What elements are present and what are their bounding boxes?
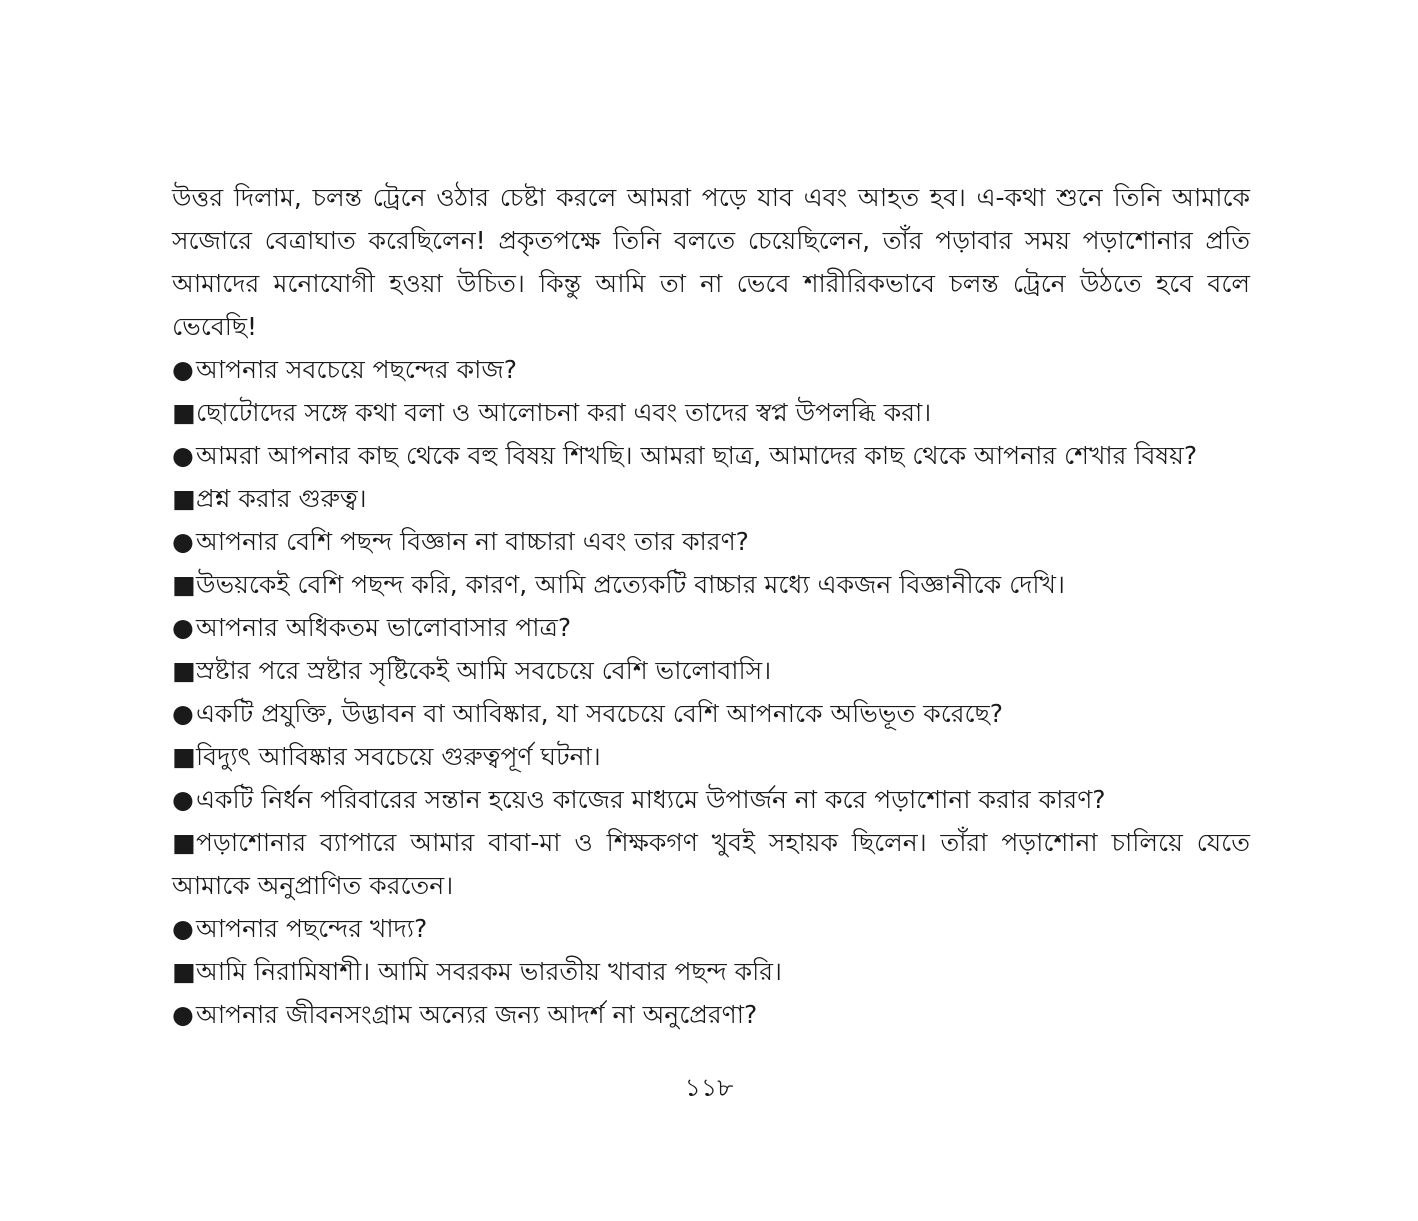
square-bullet-icon: ■ — [172, 828, 196, 857]
question-text: একটি প্রযুক্তি, উদ্ভাবন বা আবিষ্কার, যা সবচেয়ে বেশি আপনাকে অভিভূত করেছে? — [196, 699, 1004, 728]
question-item — [172, 434, 1250, 477]
question-item — [172, 692, 1250, 735]
question-text: আপনার পছন্দের খাদ্য? — [196, 914, 428, 943]
question-text: আমরা আপনার কাছ থেকে বহু বিষয় শিখছি। আমরা ছাত্র, আমাদের কাছ থেকে আপনার শেখার বিষয়? — [196, 441, 1198, 470]
question-item — [172, 993, 1250, 1036]
intro-paragraph: উত্তর দিলাম, চলন্ত ট্রেনে ওঠার চেষ্টা করলে আমরা পড়ে যাব এবং আহত হব। এ-কথা শুনে তিনি আমাকে সজোরে বেত্রাঘাত করেছিলেন! প্রকৃতপক্ষে তিনি বলতে চেয়েছিলেন, তাঁর পড়াবার সময় পড়াশোনার প্রতি আমাদের মনোযোগী হওয়া উচিত। কিন্তু আমি তা না ভেবে শারীরিকভাবে চলন্ত ট্রেনে উঠতে হবে বলে ভেবেছি! — [172, 183, 1250, 341]
question-text: আপনার সবচেয়ে পছন্দের কাজ? — [196, 355, 517, 384]
answer-text: বিদ্যুৎ আবিষ্কার সবচেয়ে গুরুত্বপূর্ণ ঘটনা। — [196, 742, 601, 771]
answer-item — [172, 563, 1250, 606]
answer-text: ছোটোদের সঙ্গে কথা বলা ও আলোচনা করা এবং তাদের স্বপ্ন উপলব্ধি করা। — [196, 398, 932, 427]
question-item — [172, 348, 1250, 391]
page-number: ১১৮ — [684, 1073, 734, 1102]
square-bullet-icon: ■ — [172, 484, 196, 513]
page-body — [172, 176, 1250, 1036]
square-bullet-icon: ■ — [172, 570, 196, 599]
square-bullet-icon: ■ — [172, 742, 196, 771]
question-text: একটি নির্ধন পরিবারের সন্তান হয়েও কাজের মাধ্যমে উপার্জন না করে পড়াশোনা করার কারণ? — [196, 785, 1106, 814]
answer-text: পড়াশোনার ব্যাপারে আমার বাবা-মা ও শিক্ষকগণ খুবই সহায়ক ছিলেন। তাঁরা পড়াশোনা চালিয়ে যেতে আমাকে অনুপ্রাণিত করতেন। — [172, 828, 1250, 900]
answer-item — [172, 950, 1250, 993]
answer-item — [172, 391, 1250, 434]
square-bullet-icon: ■ — [172, 656, 196, 685]
answer-text: উভয়কেই বেশি পছন্দ করি, কারণ, আমি প্রত্যেকটি বাচ্চার মধ্যে একজন বিজ্ঞানীকে দেখি। — [196, 570, 1065, 599]
answer-item — [172, 821, 1250, 907]
answer-text: আমি নিরামিষাশী। আমি সবরকম ভারতীয় খাবার পছন্দ করি। — [196, 957, 782, 986]
question-item — [172, 520, 1250, 563]
qa-list — [172, 348, 1250, 1036]
answer-item — [172, 477, 1250, 520]
circle-bullet-icon: ● — [172, 914, 194, 943]
circle-bullet-icon: ● — [172, 785, 194, 814]
square-bullet-icon: ■ — [172, 957, 196, 986]
circle-bullet-icon: ● — [172, 1000, 194, 1029]
question-item — [172, 778, 1250, 821]
answer-item — [172, 649, 1250, 692]
question-item — [172, 907, 1250, 950]
question-text: আপনার বেশি পছন্দ বিজ্ঞান না বাচ্চারা এবং তার কারণ? — [196, 527, 749, 556]
answer-text: স্রষ্টার পরে স্রষ্টার সৃষ্টিকেই আমি সবচেয়ে বেশি ভালোবাসি। — [196, 656, 772, 685]
square-bullet-icon: ■ — [172, 398, 196, 427]
question-text: আপনার জীবনসংগ্রাম অন্যের জন্য আদর্শ না অনুপ্রেরণা? — [196, 1000, 758, 1029]
answer-item — [172, 735, 1250, 778]
circle-bullet-icon: ● — [172, 355, 194, 384]
answer-text: প্রশ্ন করার গুরুত্ব। — [196, 484, 367, 513]
circle-bullet-icon: ● — [172, 613, 194, 642]
circle-bullet-icon: ● — [172, 527, 194, 556]
question-text: আপনার অধিকতম ভালোবাসার পাত্র? — [196, 613, 572, 642]
circle-bullet-icon: ● — [172, 699, 194, 728]
question-item — [172, 606, 1250, 649]
circle-bullet-icon: ● — [172, 441, 194, 470]
